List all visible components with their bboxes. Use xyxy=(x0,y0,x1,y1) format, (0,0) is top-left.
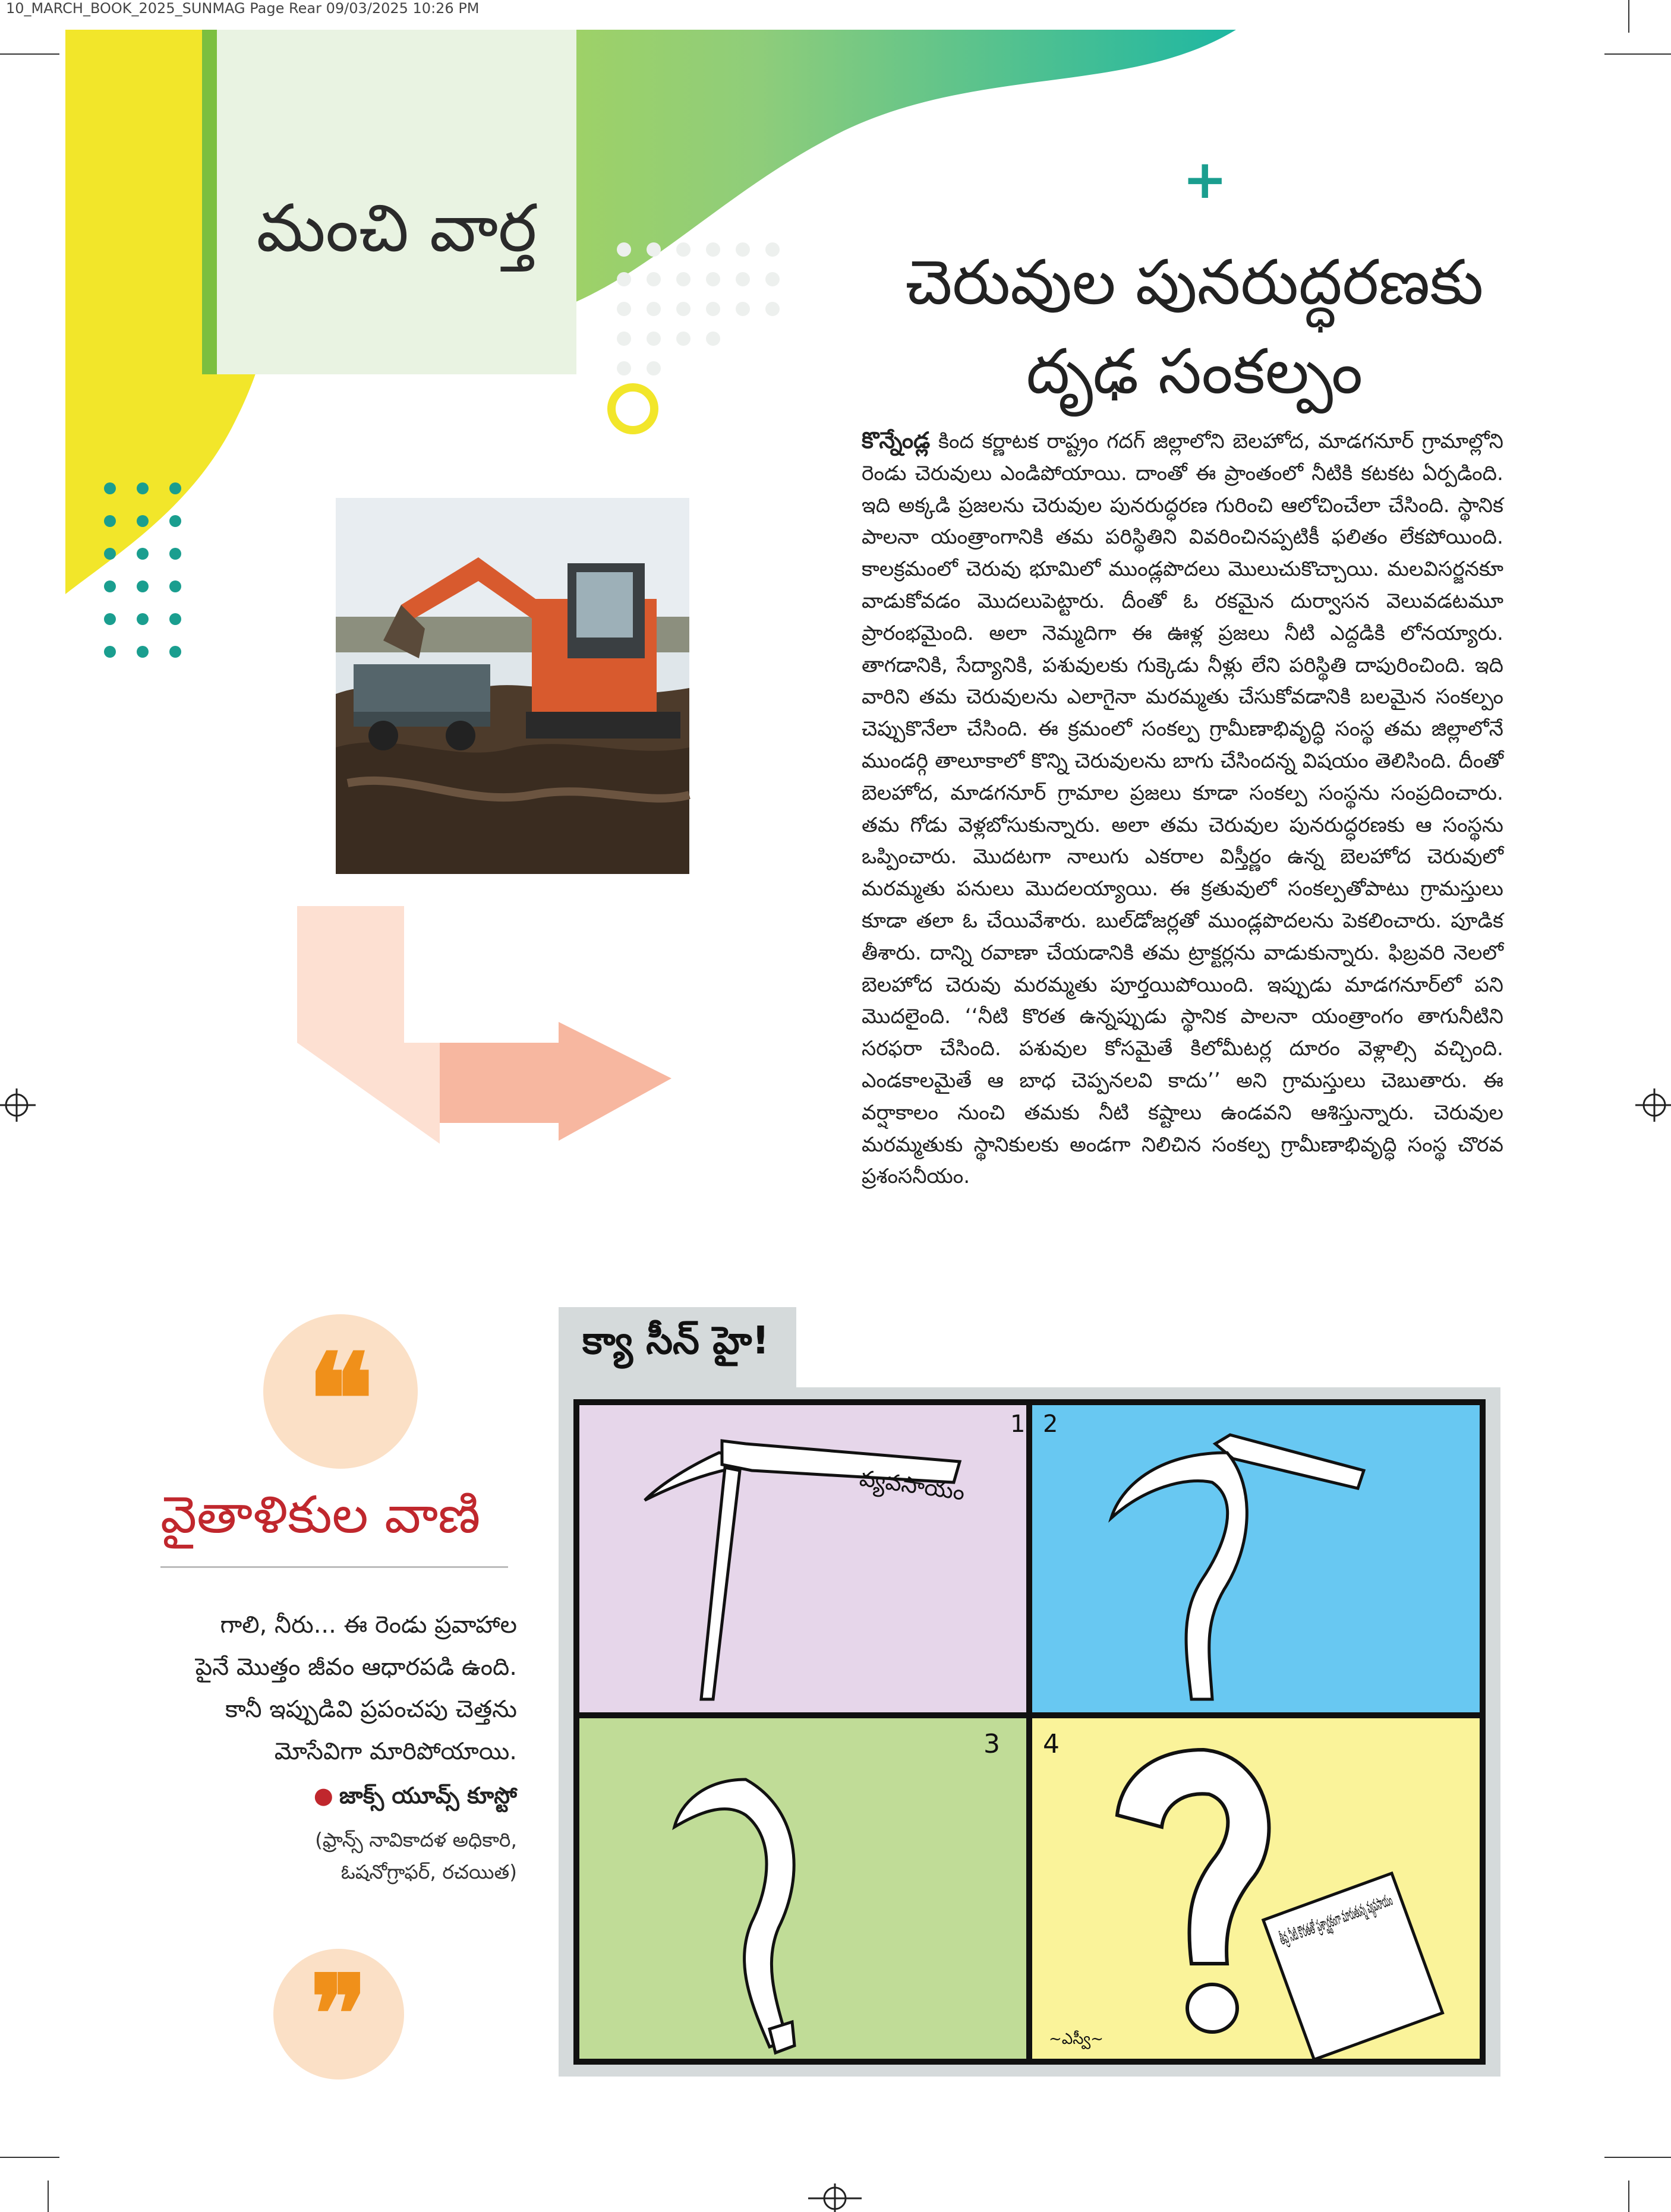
cartoon-panel-2 xyxy=(1032,1405,1480,1712)
crop-mark xyxy=(1628,2181,1629,2212)
crop-mark xyxy=(48,2181,49,2212)
quote-author-role xyxy=(143,1824,517,1888)
quote-line: పైనే మొత్తం జీవం ఆధారపడి ఉంది. xyxy=(195,1654,517,1681)
panel-number: 4 xyxy=(1043,1729,1060,1759)
panel-number: 1 xyxy=(1010,1410,1026,1438)
print-slug: 10_MARCH_BOOK_2025_SUNMAG Page Rear 09/03/2025 10:26 PM xyxy=(6,0,480,17)
quote-role-line: ఓషనోగ్రాఫర్, రచయిత) xyxy=(340,1860,517,1883)
quote-open-badge xyxy=(263,1314,418,1473)
quote-line: గాలి, నీరు... ఈ రెండు ప్రవాహాల xyxy=(220,1611,517,1639)
quote-role-line: (ఫ్రాన్స్ నావికాదళ అధికారి, xyxy=(315,1828,517,1851)
excavator-photo xyxy=(336,498,689,874)
quote-section-title: వైతాళికుల వాణి xyxy=(160,1485,481,1545)
cartoon-panel-3 xyxy=(579,1718,1026,2059)
quote-line: మోసేవిగా మారిపోయాయి. xyxy=(274,1738,517,1765)
headline-line-2: దృఢ సంకల్పం xyxy=(1026,335,1363,408)
quote-close-icon: ❞ xyxy=(310,1952,368,2077)
article-lead: కొన్నేండ్ల xyxy=(862,427,931,453)
article-text: కింద కర్ణాటక రాష్ట్రం గదగ్ జిల్లాలోని బెలహోద, మాడగనూర్ గ్రామాల్లోని రెండు చెరువులు ఎండిపోయాయి. దాంతో ఈ ప్రాంతంలో నీటికి కటకట ఏర్పడింది. ఇది అక్కడి ప్రజలను చెరువుల పునరుద్ధరణ గురించి ఆలోచించేలా చేసింది. స్థానిక పాలనా యంత్రాంగానికి తమ పరిస్థితిని వివరించినప్పటికీ ఫలితం లేకపోయింది. కాలక్రమంలో చెరువు భూమిలో ముండ్లపొదలు మొలుచుకొచ్చాయి. మలవిసర్జనకూ వాడుకోవడం మొదలుపెట్టారు. దీంతో ఓ రకమైన దుర్వాసన వెలువడటమూ ప్రారంభమైంది. అలా నెమ్మదిగా ఈ ఊళ్ల ప్రజలు నీటి ఎద్దడికి లోనయ్యారు. తాగడానికి, సేద్యానికి, పశువులకు గుక్కెడు నీళ్లు లేని పరిస్థితి దాపురించింది. ఇది వారిని తమ చెరువులను ఎలాగైనా మరమ్మతు చేసుకోవడానికి బలమైన సంకల్పం చెప్పుకొనేలా చేసింది. ఈ క్రమంలో సంకల్ప గ్రామీణాభివృద్ధి సంస్థ తమ జిల్లాలోనే ముండర్గి తాలూకాలో కొన్ని చెరువులను బాగు చేసిందన్న విషయం తెలిసింది. దీంతో బెలహోద, మాడగనూర్ గ్రామాల ప్రజలు కూడా సంకల్ప సంస్థను సంప్రదించారు. తమ గోడు వెళ్లబోసుకున్నారు. అలా తమ చెరువుల పునరుద్ధరణకు ఆ సంస్థను ఒప్పించారు. మొదటగా నాలుగు ఎకరాల విస్తీర్ణం ఉన్న బెలహోద చెరువులో మరమ్మతు పనులు మొదలయ్యాయి. ఈ క్రతువులో సంకల్పతోపాటు గ్రామస్తులు కూడా తలా ఓ చేయివేశారు. బుల్‌డోజర్లతో ముండ్లపొదలను పెకలించారు. పూడిక తీశారు. దాన్ని రవాణా చేయడానికి తమ ట్రాక్టర్లను వాడుకున్నారు. ఫిబ్రవరి నెలలో బెలహోద చెరువు మరమ్మతు పూర్తయిపోయింది. ఇప్పుడు మాడగనూర్‌లో పని మొదలైంది. ‘‘నీటి కొరత ఉన్నప్పుడు స్థానిక పాలనా యంత్రాంగం తాగునీటిని సరఫరా చేసింది. పశువుల కోసమైతే కిలోమీటర్ల దూరం వెళ్లాల్సి వచ్చింది. ఎండకాలమైతే ఆ బాధ చెప్పనలవి కాదు’’ అని గ్రామస్తులు చెబుతారు. ఈ వర్షాకాలం నుంచి తమకు నీటి కష్టాలు ఉండవని ఆశిస్తున్నారు. చెరువుల మరమ్మతుకు స్థానికులకు అండగా నిలిచిన సంకల్ప గ్రామీణాభివృద్ధి సంస్థ చొరవ ప్రశంసనీయం. xyxy=(862,430,1504,1189)
quote-author-name: జాక్స్ యూవ్స్ కూస్టో xyxy=(339,1782,517,1809)
quote-close-badge xyxy=(273,1949,404,2080)
crop-mark xyxy=(1604,2157,1671,2158)
quote-open-icon: ❝ xyxy=(307,1326,374,1473)
registration-mark-icon xyxy=(1635,1081,1671,1129)
cartoon-panel-1 xyxy=(579,1405,1026,1712)
panel-number: 2 xyxy=(1043,1410,1058,1438)
registration-mark-icon xyxy=(808,2181,862,2212)
panel-number: 3 xyxy=(983,1729,1000,1759)
article-body xyxy=(862,425,1503,1193)
panel-1-label: వ్యవసాయం xyxy=(857,1465,967,1506)
crop-mark xyxy=(0,2157,59,2158)
quote-text xyxy=(143,1604,517,1773)
cartoon-title: క్యా సీన్ హై! xyxy=(582,1319,770,1363)
quote-line: కానీ ఇప్పుడివి ప్రపంచపు చెత్తను xyxy=(225,1696,517,1723)
cartoon-strip xyxy=(573,1399,1486,2065)
cartoon-panel-4 xyxy=(1032,1718,1480,2059)
registration-mark-icon xyxy=(0,1081,36,1129)
quote-author xyxy=(143,1782,517,1815)
plus-icon: + xyxy=(1183,149,1228,211)
section-title: మంచి వార్త xyxy=(256,190,537,266)
section-accent-bar xyxy=(202,30,219,374)
cartoonist-signature: ~ఎస్వీ~ xyxy=(1049,2030,1104,2048)
quote-title-rule xyxy=(160,1566,508,1568)
arrow-decoration-icon xyxy=(297,906,677,1144)
bullet-icon: ● xyxy=(313,1782,333,1809)
headline-line-1: చెరువుల పునరుద్ధరణకు xyxy=(905,246,1484,318)
article-headline xyxy=(850,238,1539,416)
